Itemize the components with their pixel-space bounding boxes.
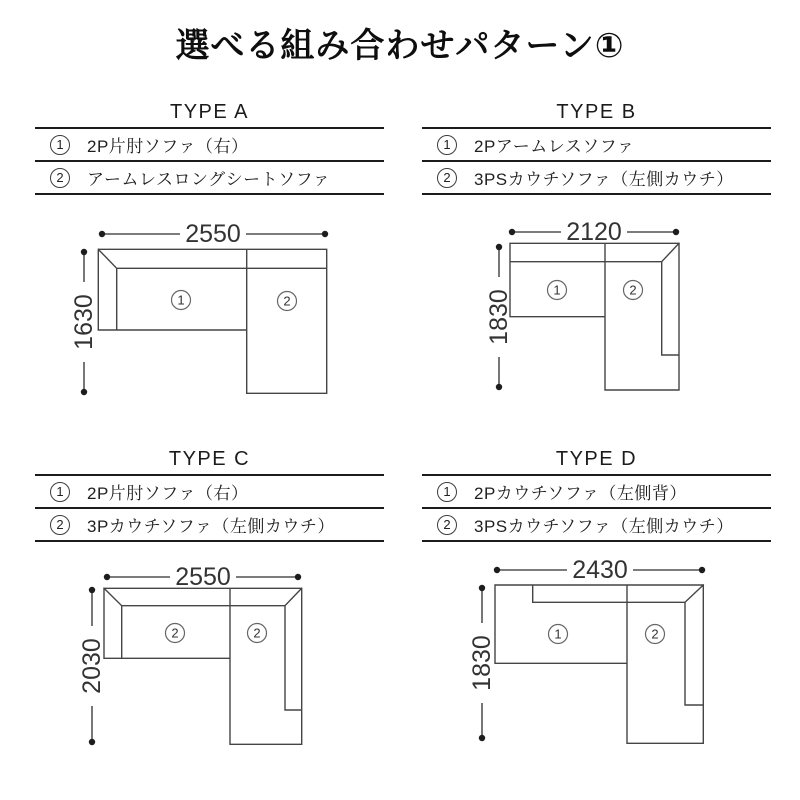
item-label: 3PSカウチソファ（左側カウチ） [474, 170, 734, 189]
spec-row [35, 160, 384, 193]
svg-text:1: 1 [554, 626, 562, 642]
svg-text:2: 2 [629, 282, 637, 298]
spec-row [35, 127, 384, 160]
sofa-outline [495, 585, 703, 743]
circled-number-badge: 2 [50, 515, 70, 535]
svg-text:1: 1 [177, 292, 185, 308]
sofa-outline [104, 588, 302, 744]
piece-number-badge [172, 291, 191, 310]
spec-table-type-c [35, 447, 384, 542]
spec-row [422, 474, 771, 507]
diagram-type-c [40, 545, 380, 790]
item-label: 2Pカウチソファ（左側背） [474, 484, 687, 503]
dimension-height [70, 249, 98, 395]
piece-number-badge [549, 625, 568, 644]
circled-number-badge: 2 [437, 168, 457, 188]
item-label: 3PSカウチソファ（左側カウチ） [474, 517, 734, 536]
spec-row [422, 160, 771, 193]
circled-number-badge: 1 [437, 482, 457, 502]
circled-number-badge: 2 [437, 515, 457, 535]
diagram-type-a [40, 200, 380, 410]
piece-number-badge [248, 624, 267, 643]
item-label: 2P片肘ソファ（右） [87, 137, 249, 156]
item-label: アームレスロングシートソファ [87, 170, 331, 189]
circled-number-badge: 1 [437, 135, 457, 155]
type-title-c: TYPE C [168, 448, 251, 470]
svg-text:2: 2 [651, 626, 659, 642]
circled-number-badge: 1 [50, 482, 70, 502]
dimension-height [78, 587, 106, 745]
dimension-height-label: 1830 [468, 635, 496, 691]
sofa-outline [510, 243, 679, 390]
svg-text:2: 2 [253, 625, 261, 641]
spec-row [422, 127, 771, 160]
piece-number-badge [278, 292, 297, 311]
spec-row [422, 507, 771, 540]
circled-number-badge: 2 [50, 168, 70, 188]
type-title-d: TYPE D [555, 448, 638, 470]
svg-text:2: 2 [283, 293, 291, 309]
spec-row [35, 507, 384, 540]
dimension-width-label: 2120 [566, 218, 622, 246]
svg-text:2: 2 [171, 625, 179, 641]
dimension-width-label: 2430 [572, 556, 628, 584]
sofa-outline [98, 249, 326, 393]
dimension-height [485, 244, 513, 390]
type-title-b: TYPE B [556, 101, 637, 123]
item-label: 2P片肘ソファ（右） [87, 484, 249, 503]
item-label: 2Pアームレスソファ [474, 137, 635, 156]
piece-number-badge [646, 625, 665, 644]
dimension-height [468, 585, 496, 741]
dimension-width-label: 2550 [185, 220, 241, 248]
piece-number-badge [548, 281, 567, 300]
diagram-type-b [420, 200, 760, 410]
circled-number-badge: 1 [50, 135, 70, 155]
type-title-a: TYPE A [169, 101, 250, 123]
piece-number-badge [624, 281, 643, 300]
dimension-width-label: 2550 [175, 563, 231, 591]
dimension-height-label: 2030 [78, 638, 106, 694]
dimension-width [104, 563, 301, 591]
diagram-type-d [420, 545, 760, 790]
spec-table-type-b [422, 100, 771, 195]
svg-text:1: 1 [553, 282, 561, 298]
spec-table-type-d [422, 447, 771, 542]
dimension-width [494, 556, 705, 584]
dimension-width [509, 218, 679, 246]
dimension-height-label: 1830 [485, 289, 513, 345]
page-title: 選べる組み合わせパターン① [175, 27, 625, 65]
dimension-height-label: 1630 [70, 294, 98, 350]
spec-row [35, 474, 384, 507]
spec-table-type-a [35, 100, 384, 195]
dimension-width [99, 220, 328, 248]
item-label: 3Pカウチソファ（左側カウチ） [87, 517, 335, 536]
piece-number-badge [166, 624, 185, 643]
